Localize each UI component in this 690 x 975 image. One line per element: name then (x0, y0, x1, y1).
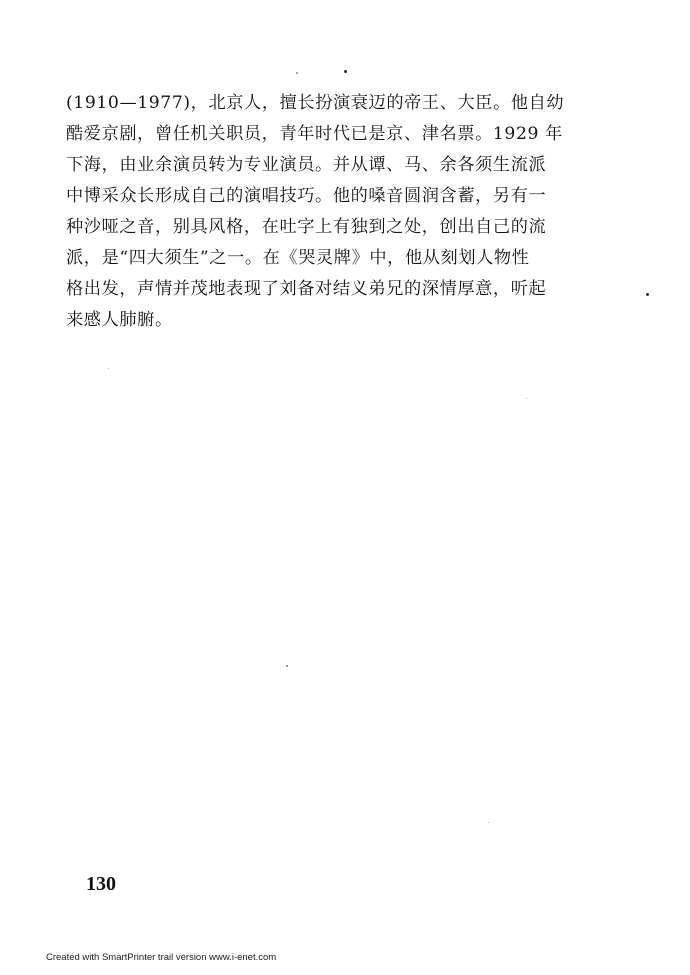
paragraph-line-4: 中博采众长形成自己的演唱技巧。他的嗓音圆润含蓄，另有一 (66, 186, 547, 206)
scan-speck (108, 368, 109, 369)
paragraph-line-7: 格出发，声情并茂地表现了刘备对结义弟兄的深情厚意，听起 (66, 279, 547, 299)
scan-speck (526, 398, 527, 399)
page-number: 130 (86, 873, 116, 895)
scan-speck (344, 70, 347, 73)
paragraph-line-6: 派，是“四大须生”之一。在《哭灵牌》中，他从刻划人物性 (66, 248, 530, 268)
paragraph-line-5: 种沙哑之音，别具风格，在吐字上有独到之处，创出自己的流 (66, 217, 547, 237)
watermark-footer: Created with SmartPrinter trail version www.i-enet.com (46, 952, 277, 963)
paragraph-line-2: 酷爱京剧，曾任机关职员，青年时代已是京、津名票。1929 年 (66, 124, 563, 144)
paragraph-line-1: (1910—1977)，北京人，擅长扮演衰迈的帝王、大臣。他自幼 (66, 93, 565, 113)
scan-speck (286, 665, 288, 667)
paragraph-line-3: 下海，由业余演员转为专业演员。并从谭、马、余各须生流派 (66, 155, 547, 175)
paragraph-line-8: 来感人肺腑。 (66, 310, 173, 330)
scan-speck (296, 72, 298, 74)
scan-speck (488, 822, 489, 823)
scan-speck (646, 293, 649, 296)
